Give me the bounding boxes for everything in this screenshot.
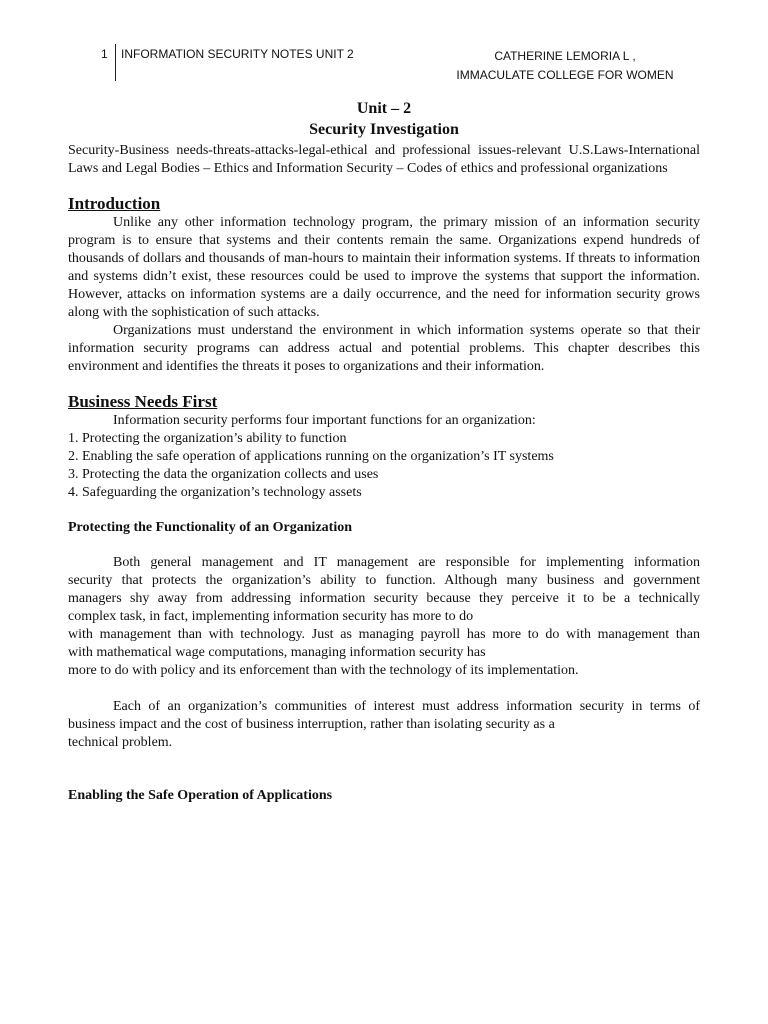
paragraph-line: managers shy away from addressing information security because they perceive it to be a technically xyxy=(68,591,700,606)
protecting-functionality-paragraph-1 xyxy=(68,554,700,680)
protecting-functionality-heading: Protecting the Functionality of an Organization xyxy=(68,520,352,535)
introduction-paragraph-1: Unlike any other information technology program, the primary mission of an information security program is to ensure that systems and their contents remain the same. Organizations expend hundreds of thousands of dollars and thousands of man-hours to maintain their information systems. If threats to information and systems didn’t exist, these resources could be used to improve the systems that support the information. However, attacks on information systems are a daily occurrence, and the need for information security grows along with the sophistication of such attacks. xyxy=(68,215,700,320)
enabling-safe-operation-heading: Enabling the Safe Operation of Applications xyxy=(68,788,333,803)
business-needs-heading: Business Needs First xyxy=(68,392,218,411)
paragraph-line: with management than with technology. Just as managing payroll has more to do with management than xyxy=(68,627,700,642)
paragraph-line: Each of an organization’s communities of interest must address information security in terms of xyxy=(113,699,700,714)
header-author xyxy=(440,47,690,85)
introduction-paragraph-2: Organizations must understand the environment in which information systems operate so that their information security programs can address actual and potential problems. This chapter describes this environment and identifies the threats it poses to organizations and their information. xyxy=(68,323,700,374)
paragraph-line: Both general management and IT management are responsible for implementing information xyxy=(113,555,700,570)
unit-title: Unit – 2 xyxy=(356,100,412,117)
paragraph-line: business impact and the cost of business interruption, rather than isolating security as a xyxy=(68,717,555,732)
business-needs-lead: Information security performs four important functions for an organization: xyxy=(113,413,536,428)
header-author-college: IMMACULATE COLLEGE FOR WOMEN xyxy=(456,68,674,82)
header-divider xyxy=(115,44,116,81)
function-list-item: 4. Safeguarding the organization’s technology assets xyxy=(68,485,362,500)
header-doc-title: INFORMATION SECURITY NOTES UNIT 2 xyxy=(121,47,354,61)
function-list-item: 3. Protecting the data the organization collects and uses xyxy=(68,467,379,482)
document-body xyxy=(68,99,700,805)
section-title: Security Investigation xyxy=(309,121,459,138)
page-number: 1 xyxy=(101,47,108,61)
paragraph-line: more to do with policy and its enforcement than with the technology of its implementation. xyxy=(68,663,579,678)
paragraph-line: complex task, in fact, implementing information security has more to do xyxy=(68,609,474,624)
introduction-heading: Introduction xyxy=(68,194,161,213)
paragraph-line: with mathematical wage computations, managing information security has xyxy=(68,645,486,660)
function-list-item: 2. Enabling the safe operation of applications running on the organization’s IT systems xyxy=(68,449,554,464)
protecting-functionality-paragraph-2 xyxy=(68,698,700,752)
paragraph-line: security that protects the organization’s ability to function. Although many business and government xyxy=(68,573,700,588)
header-author-name: CATHERINE LEMORIA L , xyxy=(494,49,636,63)
paragraph-line: technical problem. xyxy=(68,735,173,750)
function-list-item: 1. Protecting the organization’s ability to function xyxy=(68,431,347,446)
topics-list: Security-Business needs-threats-attacks-legal-ethical and professional issues-relevant U.S.Laws-International Laws and Legal Bodies – Ethics and Information Security – Codes of ethics and professional organizations xyxy=(68,143,700,176)
